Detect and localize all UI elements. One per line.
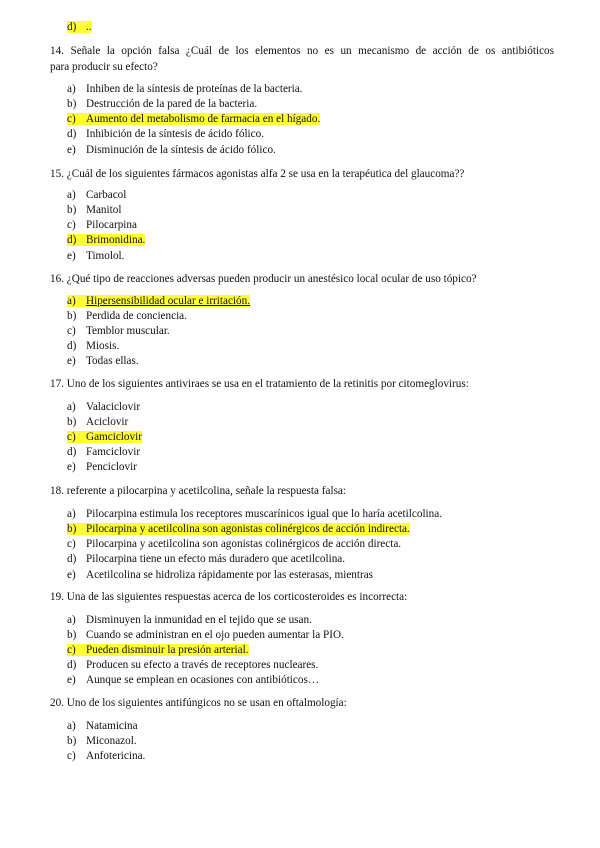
option-text: Miconazol. [86,735,137,747]
option-letter: d) [67,340,77,352]
question-number: 20. [50,697,64,709]
question-text: Una de las siguientes respuestas acerca de los corticosteroides es incorrecta: [66,591,408,603]
option-b [67,735,137,748]
option-text: Inhiben de la síntesis de proteínas de la bacteria. [86,83,303,95]
option-text: Timolol. [86,250,125,262]
option-a [67,189,126,202]
option-c-answer [67,644,249,657]
option-text: Pueden disminuir la presión arterial. [86,644,249,656]
option-letter: e) [67,250,76,262]
option-text: Pilocarpina [86,219,137,231]
question-17 [50,378,469,391]
question-text: ¿Cuál de los siguientes fármacos agonistas alfa 2 se usa en la terapéutica del glaucoma?? [66,168,465,180]
option-letter: e) [67,674,76,686]
option-c [67,219,137,232]
question-text: ¿Qué tipo de reacciones adversas pueden producir un anestésico local ocular de uso tópico? [66,273,477,285]
question-text: Señale la opción falsa ¿Cuál de los elementos no es un mecanismo de acción de os antibióticos [70,45,554,57]
option-letter: c) [67,219,76,231]
option-text: Aunque se emplean en ocasiones con antibióticos… [86,674,320,686]
option-b [67,98,257,111]
question-15 [50,168,464,181]
option-letter: b) [67,310,77,322]
option-text: Valaciclovir [86,401,141,413]
option-text: Temblor muscular. [86,325,170,337]
option-text: Hipersensibilidad ocular e irritación. [86,295,251,307]
option-text: Pilocarpina tiene un efecto más duradero que acetilcolina. [86,553,346,565]
question-text: Uno de los siguientes antifúngicos no se usan en oftalmología: [66,697,347,709]
option-e [67,144,276,157]
option-text: Carbacol [86,189,127,201]
option-c [67,538,401,551]
option-d-prev [67,21,92,34]
option-letter: d) [67,128,77,140]
question-number: 19. [50,591,64,603]
option-e [67,674,319,687]
option-b [67,204,121,217]
option-text: Destrucción de la pared de la bacteria. [86,98,258,110]
option-text: Perdida de conciencia. [86,310,187,322]
option-text: Miosis. [86,340,120,352]
option-d [67,553,345,566]
option-a [67,83,303,96]
option-b-answer [67,523,410,536]
option-letter: e) [67,144,76,156]
option-d [67,446,140,459]
option-letter: d) [67,553,77,565]
question-number: 17. [50,378,64,390]
option-text: Aciclovir [86,416,129,428]
option-text: Disminuyen la inmunidad en el tejido que se usan. [86,614,312,626]
option-text: Anfotericina. [86,750,146,762]
question-16 [50,273,477,286]
option-letter: a) [67,189,76,201]
option-a-answer [67,295,250,308]
question-number: 15. [50,168,64,180]
option-letter: b) [67,98,77,110]
option-c-answer [67,431,142,444]
option-e [67,355,139,368]
option-letter: c) [67,644,76,656]
question-19 [50,591,407,604]
option-letter: b) [67,629,77,641]
option-d [67,340,119,353]
option-letter: c) [67,538,76,550]
option-text: Brimonidina. [86,234,146,246]
option-text: Disminución de la síntesis de ácido fólico. [86,144,276,156]
option-letter: b) [67,204,77,216]
option-letter: d) [67,234,77,246]
option-text: Todas ellas. [86,355,139,367]
option-e [67,569,373,582]
option-a [67,401,140,414]
option-e [67,250,124,263]
option-letter: a) [67,295,76,307]
option-text: Inhibición de la síntesis de ácido fólico. [86,128,265,140]
option-letter: a) [67,720,76,732]
option-letter: b) [67,416,77,428]
option-letter: b) [67,735,77,747]
question-text: referente a pilocarpina y acetilcolina, señale la respuesta falsa: [66,485,347,497]
option-b [67,629,344,642]
question-text: Uno de los siguientes antiviraes se usa en el tratamiento de la retinitis por citomeglovirus: [66,378,469,390]
option-a [67,508,442,521]
question-number: 18. [50,485,64,497]
option-letter: b) [67,523,77,535]
option-a [67,720,138,733]
option-letter: c) [67,325,76,337]
option-text: Pilocarpina estimula los receptores muscarínicos igual que lo haría acetilcolina. [86,508,443,520]
option-letter: c) [67,113,76,125]
option-text: Pilocarpina y acetilcolina son agonistas colinérgicos de acción directa. [86,538,402,550]
option-letter: a) [67,614,76,626]
option-letter: c) [67,431,76,443]
option-text: Gamciclovir [86,431,142,443]
option-d [67,659,318,672]
option-text: Natamicina [86,720,138,732]
option-b [67,310,187,323]
option-text: Aumento del metabolismo de farmacia en el hígado. [86,113,321,125]
option-letter: a) [67,401,76,413]
option-letter: a) [67,508,76,520]
option-text: Acetilcolina se hidroliza rápidamente por las esterasas, mientras [86,569,374,581]
option-d [67,128,264,141]
option-letter: c) [67,750,76,762]
option-text: Producen su efecto a través de receptores nucleares. [86,659,319,671]
option-letter: e) [67,355,76,367]
option-c [67,750,145,763]
option-text: .. [86,21,92,33]
option-text: Penciclovir [86,461,137,473]
option-e [67,461,137,474]
question-20 [50,697,347,710]
option-letter: e) [67,569,76,581]
option-letter: e) [67,461,76,473]
question-14-line2: para producir su efecto? [50,61,158,73]
option-letter: d) [67,446,77,458]
question-number: 14. [50,45,64,57]
option-a [67,614,312,627]
option-letter: d) [67,659,77,671]
option-d-answer [67,234,145,247]
question-14 [50,45,554,58]
option-c [67,325,170,338]
option-letter: a) [67,83,76,95]
option-text: Famciclovir [86,446,141,458]
option-text: Pilocarpina y acetilcolina son agonistas colinérgicos de acción indirecta. [86,523,410,535]
option-text: Manitol [86,204,122,216]
option-c-answer [67,113,320,126]
question-18 [50,485,346,498]
option-letter: d) [67,21,77,33]
option-b [67,416,128,429]
question-number: 16. [50,273,64,285]
option-text: Cuando se administran en el ojo pueden aumentar la PIO. [86,629,344,641]
